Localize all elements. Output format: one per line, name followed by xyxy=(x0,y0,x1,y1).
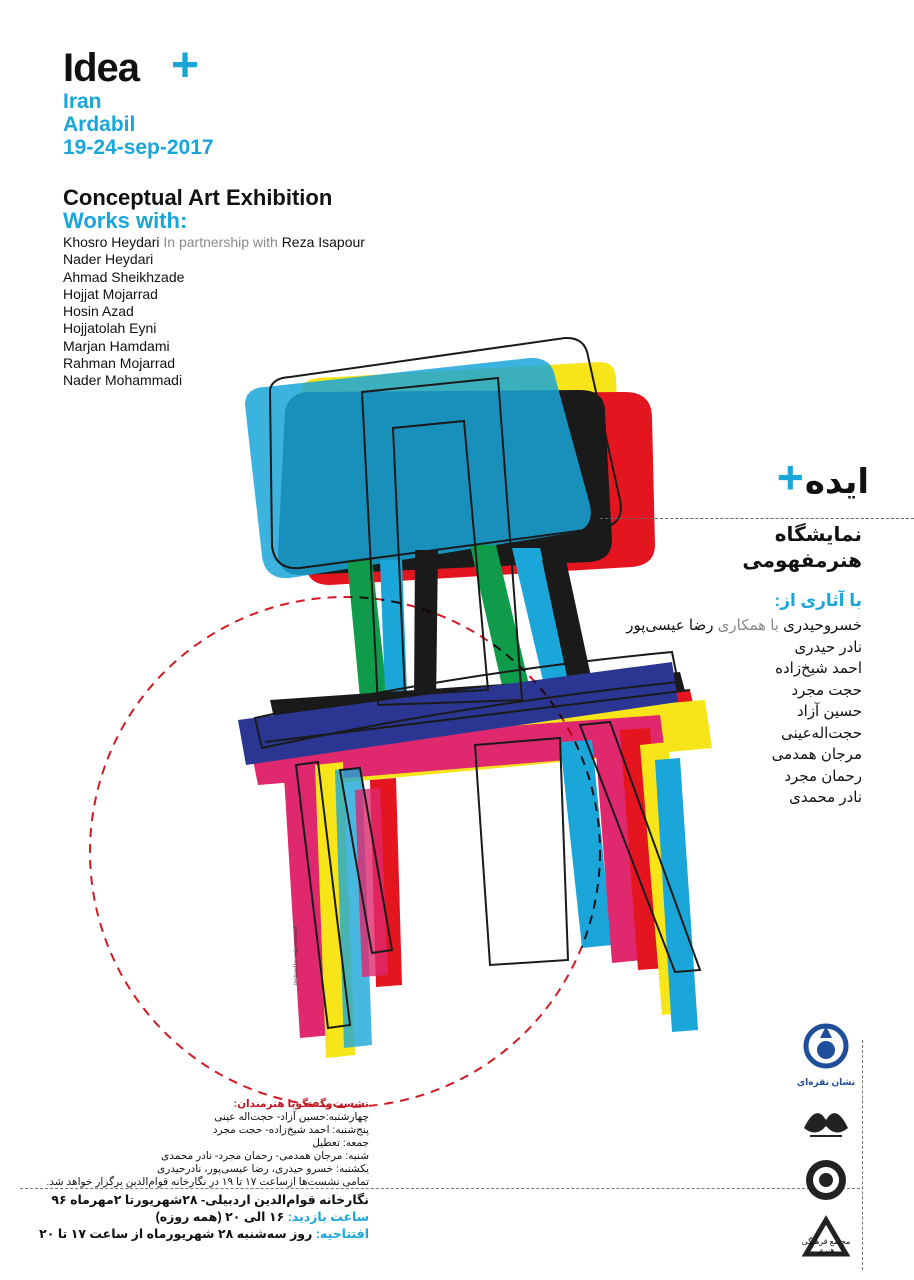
partner-text: In partnership with xyxy=(163,234,278,250)
plus-icon: + xyxy=(171,39,200,92)
sponsor-divider xyxy=(862,1040,863,1270)
artist-item: Nader Heydari xyxy=(63,251,154,268)
exhibition-title-fa xyxy=(742,522,862,574)
calligraphy-logo-icon xyxy=(796,1098,856,1148)
artist-item: Rahman Mojarrad xyxy=(63,355,176,372)
outline-leg-4 xyxy=(475,738,568,965)
artist-item: Hosin Azad xyxy=(63,303,134,320)
artist-item: احمد شیخ‌زاده xyxy=(775,660,862,677)
rosette-logo-icon xyxy=(796,1155,856,1205)
opening-value: روز سه‌شنبه ۲۸ شهریورماه از ساعت ۱۷ تا ۲۰ xyxy=(39,1227,313,1241)
venue-info xyxy=(0,1192,369,1243)
talk-line: یکشنبه: خسرو حیدری، رضا عیسی‌پور، نادرحیدری xyxy=(157,1163,369,1175)
sponsor-1-name: نشان نقره‌ای xyxy=(796,1077,856,1087)
partner-text: با همکاری xyxy=(717,617,779,634)
title-line: نمایشگاه xyxy=(774,524,862,546)
artist-item xyxy=(562,615,862,637)
venue-place: نگارخانه قوام‌الدین اردبیلی- ۲۸شهریورتا ۲مهرماه ۹۶ xyxy=(51,1193,369,1207)
artist-item: رحمان مجرد xyxy=(784,767,862,785)
exhibition-title: Conceptual Art Exhibition xyxy=(63,185,333,210)
artist-item: حجت‌اله‌عینی xyxy=(781,724,862,742)
partner-name: Reza Isapour xyxy=(281,234,365,250)
talk-line: چهارشنبه:حسین آزاد- حجت‌اله عینی xyxy=(214,1111,369,1123)
artist-list-fa xyxy=(562,615,862,809)
artist-item: Marjan Hamdami xyxy=(63,337,170,354)
talk-line: جمعه: تعطیل xyxy=(312,1137,369,1149)
bottom-divider xyxy=(20,1188,860,1189)
event-dates: 19-24-sep-2017 xyxy=(63,136,214,159)
idea-plus-logo-fa xyxy=(776,451,869,503)
hours-value: ۱۶ الی ۲۰ (همه روزه) xyxy=(155,1210,285,1224)
artist-item: حسین آزاد xyxy=(796,703,862,720)
title-line: هنرمفهومی xyxy=(742,550,862,572)
artist-item: Nader Mohammadi xyxy=(63,372,183,389)
artist-item: Hojjatolah Eyni xyxy=(63,320,157,337)
artist-name: خسروحیدری xyxy=(783,617,862,634)
back-leg-black xyxy=(414,550,438,705)
logo-word: Idea xyxy=(63,46,140,90)
event-city: Ardabil xyxy=(63,113,136,136)
artist-item: Ahmad Sheikhzade xyxy=(63,268,185,285)
exhibition-subtitle-fa: با آثاری از: xyxy=(774,591,862,610)
sponsor-logos xyxy=(796,1018,856,1255)
talks-heading: نشست‌وگفتگوبا هنرمندان: xyxy=(233,1098,369,1110)
visit-hours xyxy=(0,1209,369,1226)
artist-item: مرجان همدمی xyxy=(771,746,862,763)
opening xyxy=(0,1226,369,1243)
talks-schedule xyxy=(29,1098,369,1189)
opening-label: افتتاحیه: xyxy=(315,1227,369,1241)
artist-name: Khosro Heydari xyxy=(63,234,160,250)
talk-line: شنبه: مرجان همدمی- رحمان مجرد- نادر محمدی xyxy=(161,1150,369,1162)
partner-name: رضا عیسی‌پور xyxy=(626,617,714,634)
talk-line: تمامی نشست‌ها ازساعت ۱۷ تا ۱۹ در نگارخانه قوام‌الدین برگزار خواهد شد. xyxy=(46,1176,369,1188)
hours-label: ساعت بازدید: xyxy=(287,1210,369,1224)
talk-line: پنج‌شنبه: احمد شیخ‌زاده- حجت مجرد xyxy=(212,1124,369,1136)
designer-credit: Designed by: Hojjat Mojarrad xyxy=(293,926,298,985)
event-country: Iran xyxy=(63,90,102,113)
artist-item: حجت مجرد xyxy=(791,681,862,699)
divider xyxy=(600,518,914,519)
artist-item: نادر محمدی xyxy=(789,789,862,806)
plus-icon-fa: + xyxy=(776,451,804,503)
artist-item: نادر حیدری xyxy=(794,638,862,656)
exhibition-subtitle: Works with: xyxy=(63,208,188,233)
sponsor-3-name: مجتمع فرهنگی هنری xyxy=(801,1237,851,1255)
artist-item: Hojjat Mojarrad xyxy=(63,285,158,302)
logo-word-fa: ایده xyxy=(804,463,869,501)
